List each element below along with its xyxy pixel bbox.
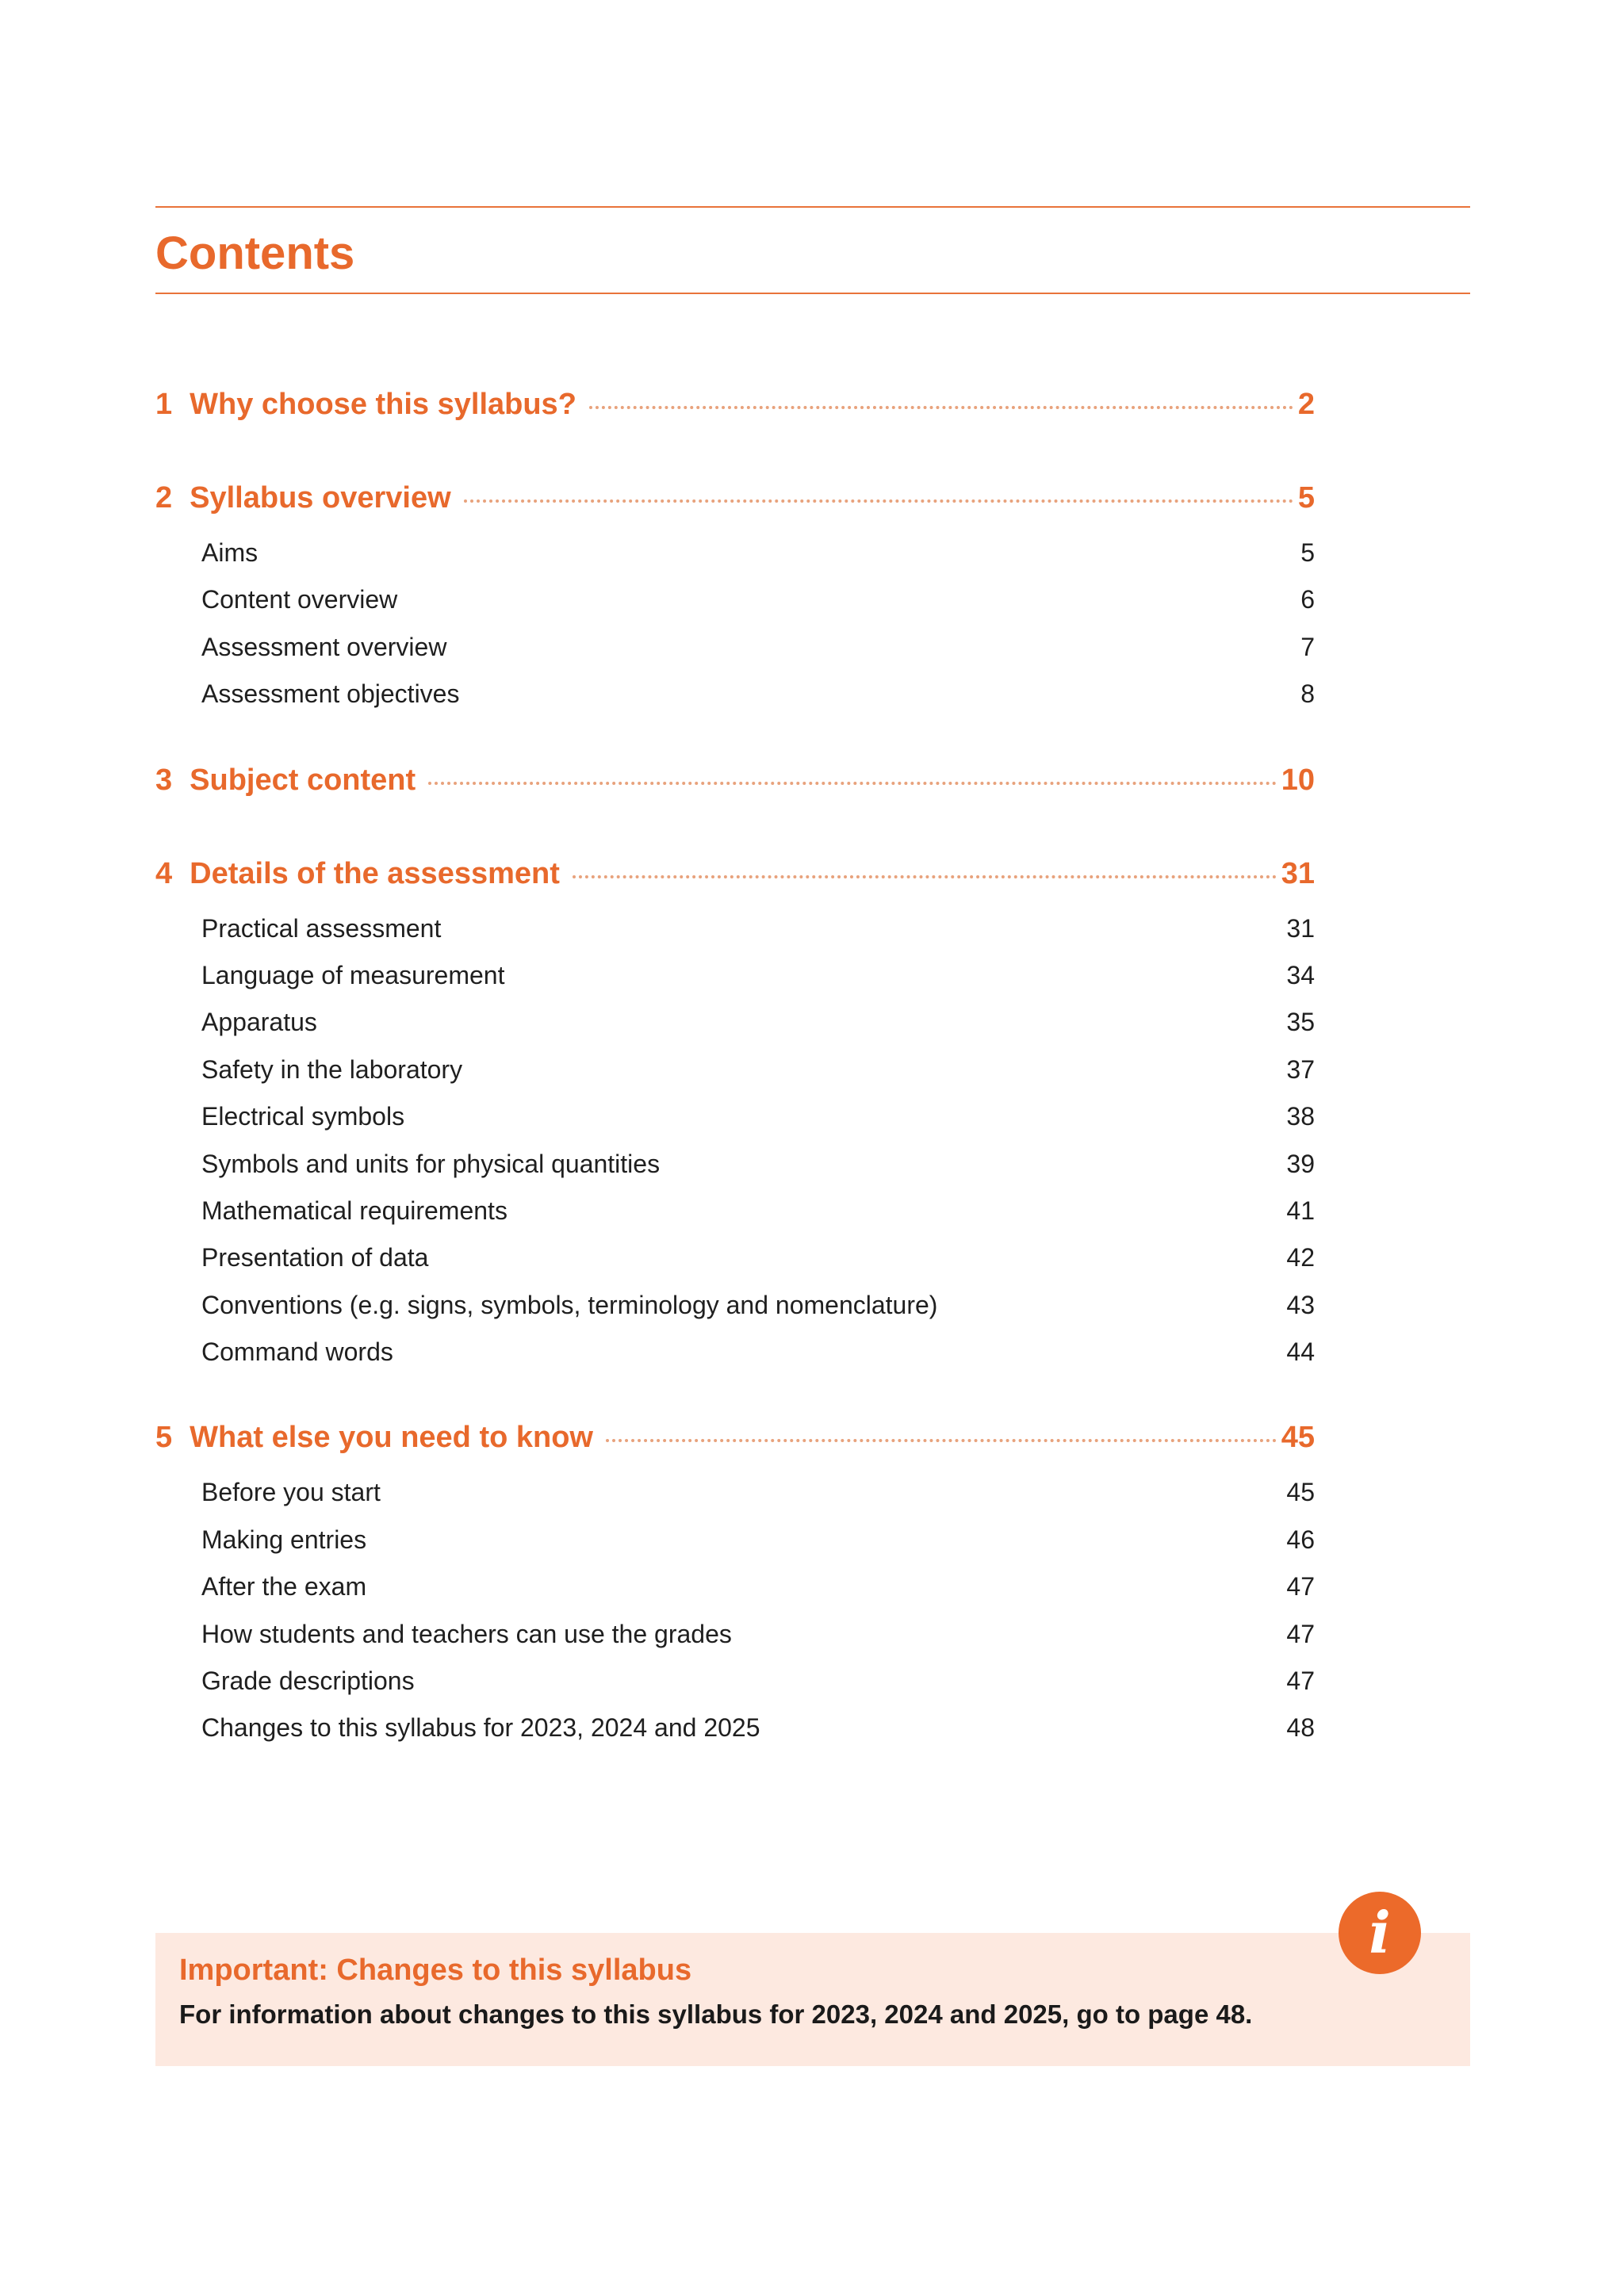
toc-entry-label: Practical assessment [201,913,442,943]
toc-entry-page-number: 31 [1286,913,1315,943]
toc-entry[interactable] [155,1234,1315,1281]
notice-title: Important: Changes to this syllabus [179,1954,692,1987]
toc-entry-page-number: 37 [1286,1054,1315,1084]
page-title: Contents [155,228,355,279]
toc-entry-label: Safety in the laboratory [201,1054,463,1084]
section-page-number: 10 [1281,763,1315,797]
section-number: 1 [155,388,173,421]
toc-entry-page-number: 38 [1286,1102,1315,1131]
section-title: Syllabus overview [190,481,451,515]
toc-entry[interactable] [155,905,1315,952]
toc-entry-label: Electrical symbols [201,1102,405,1131]
toc-entry[interactable] [155,671,1315,718]
section-title: What else you need to know [190,1421,593,1455]
toc-entry[interactable] [155,1093,1315,1140]
header-rule-bottom [155,293,1470,294]
toc-entry-label: How students and teachers can use the grades [201,1619,732,1648]
section-page-number: 5 [1297,481,1315,515]
toc-entry-page-number: 46 [1286,1525,1315,1554]
toc-section-heading[interactable] [155,748,1315,812]
toc-entry[interactable] [155,576,1315,623]
toc-entry-label: Apparatus [201,1008,317,1037]
toc-entry[interactable] [155,1705,1315,1751]
toc-entry-label: Aims [201,538,259,567]
toc-entry-label: After the exam [201,1572,367,1601]
toc-entry-label: Mathematical requirements [201,1196,508,1225]
toc-entry[interactable] [155,1658,1315,1705]
toc-entry[interactable] [155,999,1315,1046]
toc-entry[interactable] [155,952,1315,999]
toc-entry[interactable] [155,1047,1315,1093]
section-title: Why choose this syllabus? [190,388,576,421]
toc-entry[interactable] [155,1611,1315,1658]
header-rule-top [155,206,1470,208]
toc-section [155,748,1315,812]
section-title: Subject content [190,763,416,797]
toc-section-heading[interactable] [155,373,1315,436]
toc-entry-page-number: 47 [1286,1572,1315,1601]
toc-section [155,466,1315,718]
toc-entry-label: Before you start [201,1478,381,1507]
toc-entry-label: Assessment objectives [201,679,460,709]
dot-leader [573,875,1277,878]
toc-entry-page-number: 35 [1286,1008,1315,1037]
section-title: Details of the assessment [190,856,560,890]
toc-entry[interactable] [155,1469,1315,1516]
toc-entry-page-number: 6 [1300,585,1315,614]
toc-entry-label: Changes to this syllabus for 2023, 2024 and 2025 [201,1713,760,1743]
toc-section-heading[interactable] [155,1406,1315,1469]
toc-entry-label: Content overview [201,585,398,614]
toc-entry-page-number: 5 [1300,538,1315,567]
toc-entry-label: Conventions (e.g. signs, symbols, terminology and nomenclature) [201,1290,938,1319]
toc-entry[interactable] [155,624,1315,671]
toc-entry-page-number: 45 [1286,1478,1315,1507]
toc-entry[interactable] [155,530,1315,576]
section-page-number: 31 [1281,856,1315,890]
toc-section-heading[interactable] [155,842,1315,905]
toc-entry-page-number: 34 [1286,960,1315,989]
toc-entry-page-number: 48 [1286,1713,1315,1743]
toc-entry-page-number: 8 [1300,679,1315,709]
toc-entry[interactable] [155,1141,1315,1188]
dot-leader [589,406,1293,409]
important-notice [155,1933,1470,2066]
toc-section [155,1406,1315,1751]
info-icon: i [1339,1892,1421,1974]
toc-entry-page-number: 47 [1286,1667,1315,1696]
toc-entry[interactable] [155,1282,1315,1329]
table-of-contents [155,373,1315,1782]
toc-entry-label: Symbols and units for physical quantities [201,1149,661,1178]
toc-entry-page-number: 44 [1286,1337,1315,1367]
toc-entry-page-number: 42 [1286,1243,1315,1272]
toc-entry[interactable] [155,1563,1315,1610]
toc-entry-page-number: 7 [1300,632,1315,661]
toc-entry-label: Assessment overview [201,632,447,661]
section-number: 4 [155,856,173,890]
section-number: 5 [155,1421,173,1455]
toc-entry-page-number: 43 [1286,1290,1315,1319]
section-number: 2 [155,481,173,515]
toc-entry-page-number: 47 [1286,1619,1315,1648]
dot-leader [606,1439,1277,1442]
toc-entry[interactable] [155,1188,1315,1234]
toc-section [155,373,1315,436]
toc-entry-page-number: 41 [1286,1196,1315,1225]
section-page-number: 2 [1297,388,1315,421]
toc-entry-label: Language of measurement [201,960,505,989]
dot-leader [428,782,1277,785]
toc-entry-label: Making entries [201,1525,367,1554]
toc-section [155,842,1315,1376]
dot-leader [464,499,1293,503]
section-number: 3 [155,763,173,797]
toc-entry[interactable] [155,1329,1315,1376]
toc-entry[interactable] [155,1517,1315,1563]
toc-entry-label: Command words [201,1337,393,1367]
toc-section-heading[interactable] [155,466,1315,530]
toc-entry-page-number: 39 [1286,1149,1315,1178]
notice-text: For information about changes to this syllabus for 2023, 2024 and 2025, go to page 48. [179,1999,1253,2029]
section-page-number: 45 [1281,1421,1315,1455]
toc-entry-label: Presentation of data [201,1243,429,1272]
toc-entry-label: Grade descriptions [201,1667,415,1696]
